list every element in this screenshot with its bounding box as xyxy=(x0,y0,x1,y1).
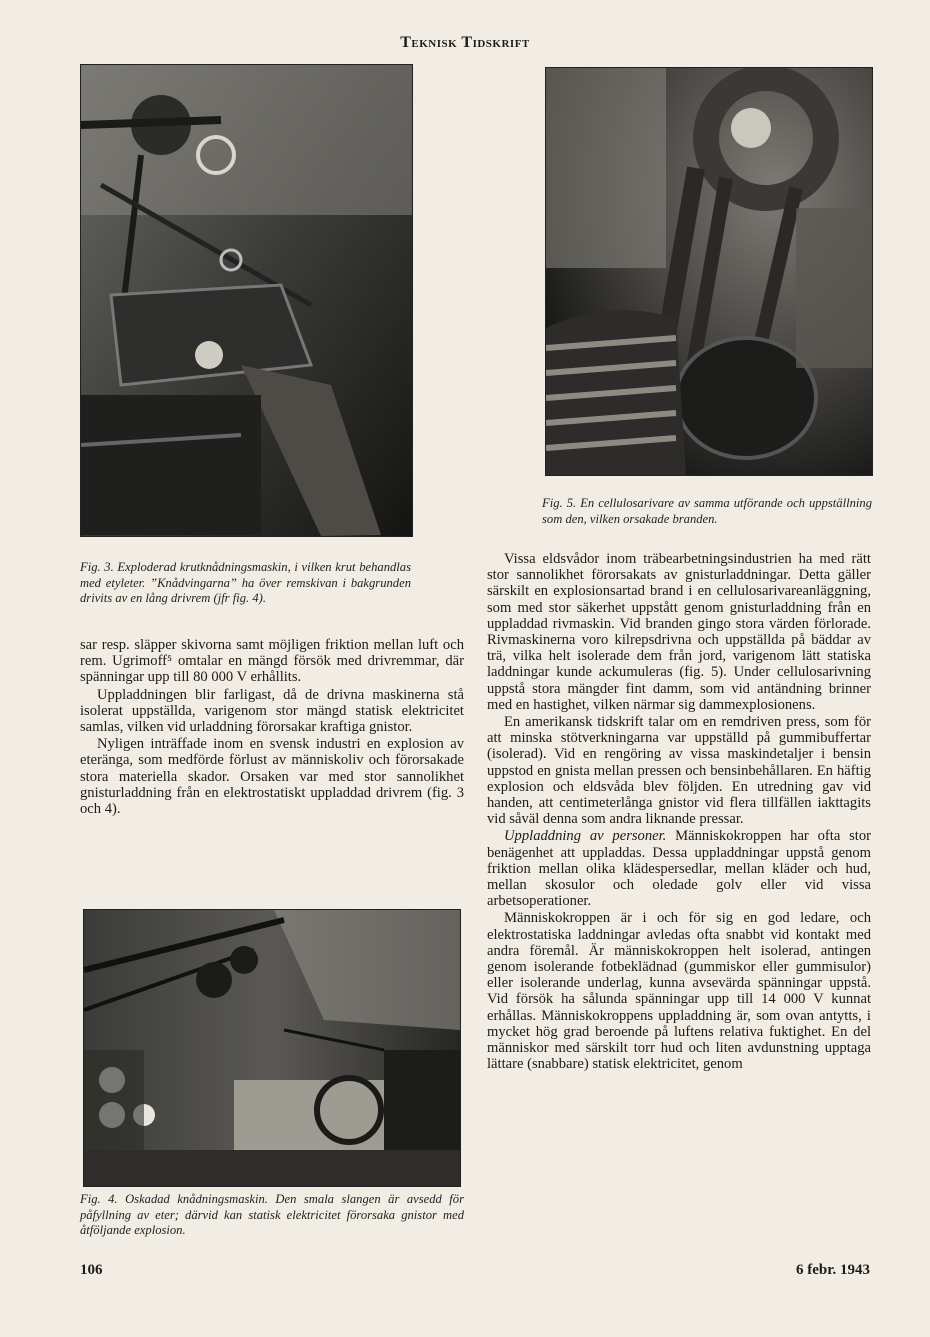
fig5-caption: Fig. 5. En cellulosarivare av samma utförande och uppställning som den, vilken orsakade branden. xyxy=(542,496,872,526)
fig5-photo xyxy=(545,67,873,476)
fig3-caption: Fig. 3. Exploderad krutknådningsmaskin, i vilken krut behandlas med etyleter. ”Knådvingarna” ha över remskivan i bakgrunden drivits av en lång drivrem (jfr fig. 4). xyxy=(80,560,411,605)
right-paragraph-1: Vissa eldsvådor inom träbearbetningsindustrien ha med rätt stor sannolikhet förorsakats av gnisturladdningar. Detta gäller särskilt en explosionsartad brand i en cellulosarivareanläggning, som med stor säkerhet uppstått genom gnisturladdning från en uppladdad rivmaskin. Vid branden gingo stora värden förlorade. Rivmaskinerna voro kilrepsdrivna och uppställda på bäddar av trä, vilka helt isolerade dem från jord, varigenom lätt statiska laddningar kunde ackumuleras (fig. 5). Under cellulosarivning uppstå stora mängder fint damm, som vid antändning brinner med en hastighet, vilken närmar sig dammexplosionens. xyxy=(487,551,871,713)
section-heading-persons: Uppladdning av personer. xyxy=(504,828,667,845)
right-column xyxy=(487,551,871,1074)
fig4-photo xyxy=(83,909,461,1187)
left-paragraph-2: Uppladdningen blir farligast, då de drivna maskinerna stå isolerat uppställda, varigenom stor mängd statisk elektricitet samlas, vilken vid urladdning förorsakar kraftiga gnistor. xyxy=(80,686,464,736)
fig3-photo xyxy=(80,64,413,537)
journal-title: Teknisk Tidskrift xyxy=(400,34,530,51)
right-paragraph-2: En amerikansk tidskrift talar om en remdriven press, som för att minska stötverkningarna var uppställd på gummibuffertar (isolerad). Vid en rengöring av vissa maskindetaljer i bensin uppstod en gnista mellan pressen och bensinbehållaren. En häftig explosion och eldsvåda blev följden. En utredning gav vid handen, att centimeterlånga gnistor vid flera tillfällen iakttagits vid såväl denna som andra liknande pressar. xyxy=(487,714,871,828)
left-column xyxy=(80,637,464,818)
issue-date: 6 febr. 1943 xyxy=(795,1262,870,1278)
right-paragraph-3-text: Människokroppen har ofta stor benägenhet att uppladdas. Dessa uppladdningar uppstå genom friktion mellan olika klädespersedlar, mellan kläder och hud, mellan skosulor och oledade golv eller vid vissa arbetsoperationer. xyxy=(487,828,871,910)
page-number: 106 xyxy=(80,1262,103,1278)
right-paragraph-3 xyxy=(487,828,871,909)
fig4-caption: Fig. 4. Oskadad knådningsmaskin. Den smala slangen är avsedd för påfyllning av eter; därvid kan statisk elektricitet förorsaka gnistor med åtföljande explosion. xyxy=(80,1192,464,1237)
left-paragraph-1: sar resp. släpper skivorna samt möjligen friktion mellan luft och rem. Ugrimoff⁵ omtalar en mängd försök med drivremmar, där spänningar upp till 80 000 V erhållits. xyxy=(80,637,464,686)
right-paragraph-4: Människokroppen är i och för sig en god ledare, och elektrostatiska laddningar avledas ofta snabbt vid kontakt med andra föremål. Är människokroppen helt isolerad, antingen genom isolerande fotbeklädnad (gummiskor eller gummisulor) eller isolerande underlag, kunna avsevärda spänningar uppstå. Vid försök ha sålunda spänningar upp till 14 000 V kunnat erhållas. Människokroppens uppladdning är, som ovan antytts, i mycket hög grad beroende på luftens relativa fuktighet. En del människor med särskilt torr hud och liten avdunstning upptaga lättare (snabbare) statisk elektricitet, genom xyxy=(487,910,871,1073)
left-paragraph-3: Nyligen inträffade inom en svensk industri en explosion av eteränga, som medförde förlust av människoliv och förorsakade stora materiella skador. Orsaken var med stor sannolikhet gnisturladdning från en elektrostatiskt uppladdad drivrem (fig. 3 och 4). xyxy=(80,736,464,818)
